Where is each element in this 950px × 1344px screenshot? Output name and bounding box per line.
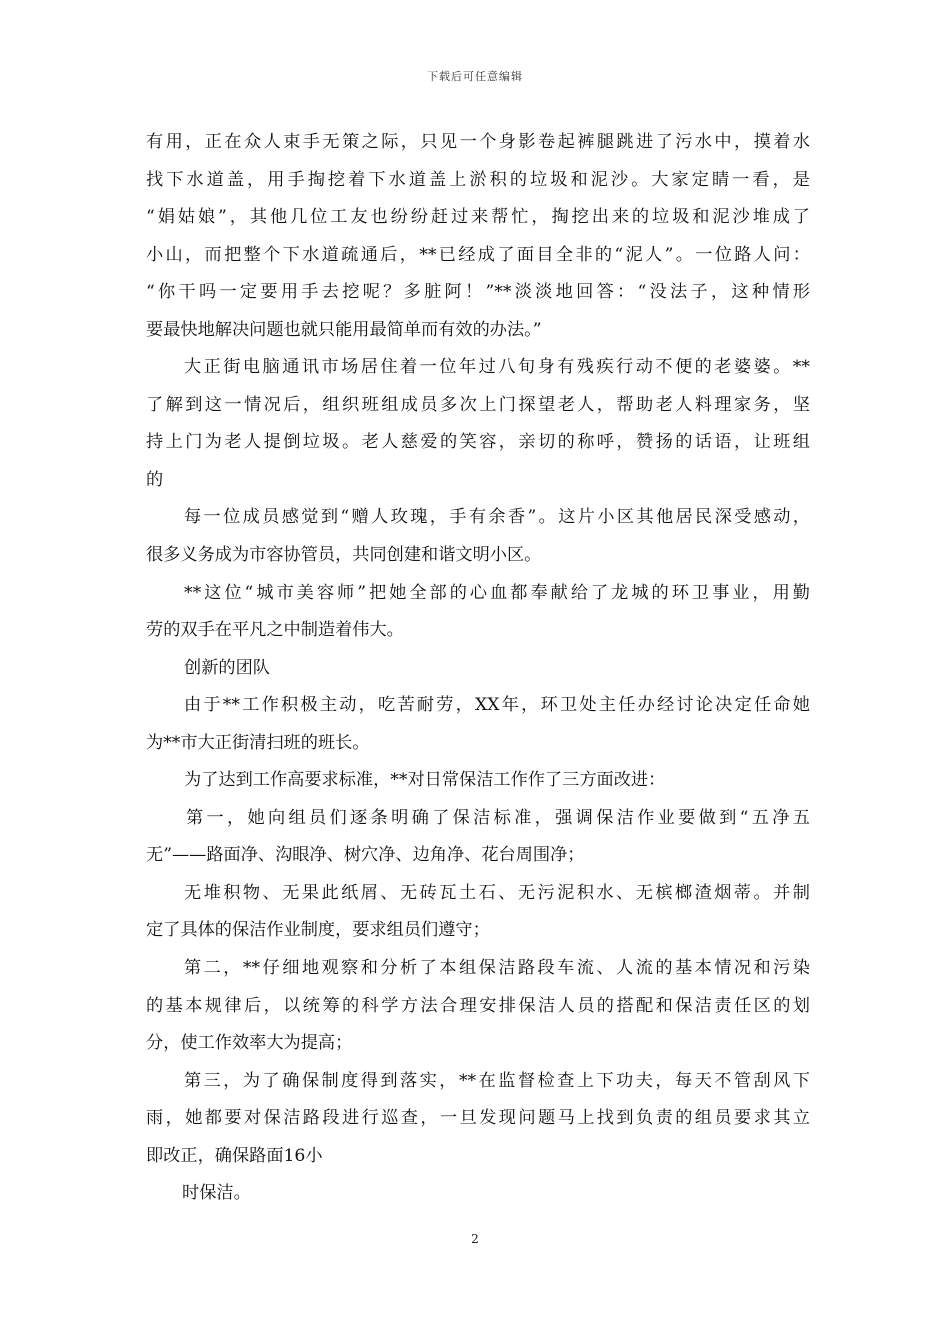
text-line: “你干吗一定要用手去挖呢？多脏阿！”**淡淡地回答：“没法子，这种情形 xyxy=(146,282,810,303)
text-line: 第三，为了确保制度得到落实，**在监督检查上下功夫，每天不管刮风下 xyxy=(184,1070,810,1091)
text-line: 很多义务成为市容协管员，共同创建和谐文明小区。 xyxy=(146,545,542,566)
text-line: 定了具体的保洁作业制度，要求组员们遵守； xyxy=(146,920,490,941)
text-line: 要最快地解决问题也就只能用最简单而有效的办法。” xyxy=(146,319,542,340)
text-line: 的 xyxy=(146,469,164,490)
text-line: 为了达到工作高要求标准，**对日常保洁工作作了三方面改进： xyxy=(184,770,666,791)
text-line: 时保洁。 xyxy=(182,1183,251,1204)
text-line: 劳的双手在平凡之中制造着伟大。 xyxy=(146,620,404,641)
text-line: 无”——路面净、沟眼净、树穴净、边角净、花台周围净； xyxy=(146,845,585,866)
text-line: 第二，**仔细地观察和分析了本组保洁路段车流、人流的基本情况和污染 xyxy=(184,958,810,979)
text-line: 小山，而把整个下水道疏通后，**已经成了面目全非的“泥人”。一位路人问： xyxy=(146,244,810,265)
text-line: 雨，她都要对保洁路段进行巡查，一旦发现问题马上找到负责的组员要求其立 xyxy=(146,1108,810,1129)
document-body xyxy=(146,124,810,1213)
text-line: 无堆积物、无果此纸屑、无砖瓦土石、无污泥积水、无槟榔渣烟蒂。并制 xyxy=(184,882,810,903)
text-line: “娟姑娘”，其他几位工友也纷纷赶过来帮忙，掏挖出来的垃圾和泥沙堆成了 xyxy=(146,207,810,228)
text-line: 的基本规律后，以统筹的科学方法合理安排保洁人员的搭配和保洁责任区的划 xyxy=(146,995,810,1016)
text-line: 由于**工作积极主动，吃苦耐劳，XX年，环卫处主任办经讨论决定任命她 xyxy=(184,695,810,716)
text-line: 了解到这一情况后，组织班组成员多次上门探望老人，帮助老人料理家务，坚 xyxy=(146,394,810,415)
page-number: 2 xyxy=(471,1232,479,1246)
section-heading: 创新的团队 xyxy=(184,657,270,678)
text-line: 即改正，确保路面16小 xyxy=(146,1145,323,1166)
text-line: 有用，正在众人束手无策之际，只见一个身影卷起裤腿跳进了污水中，摸着水 xyxy=(146,132,810,152)
text-line: 找下水道盖，用手掏挖着下水道盖上淤积的垃圾和泥沙。大家定睛一看，是 xyxy=(146,169,810,190)
text-line: 持上门为老人提倒垃圾。老人慈爱的笑容，亲切的称呼，赞扬的话语，让班组 xyxy=(146,432,810,453)
text-line: 每一位成员感觉到“赠人玫瑰，手有余香”。这片小区其他居民深受感动， xyxy=(184,507,810,528)
page-header: 下载后可任意编辑 xyxy=(427,70,523,83)
text-line: 大正街电脑通讯市场居住着一位年过八旬身有残疾行动不便的老婆婆。** xyxy=(184,357,810,378)
text-line: 第一，她向组员们逐条明确了保洁标准，强调保洁作业要做到“五净五 xyxy=(186,807,810,828)
text-line: 为**市大正街清扫班的班长。 xyxy=(146,732,370,753)
text-line: **这位“城市美容师”把她全部的心血都奉献给了龙城的环卫事业，用勤 xyxy=(184,582,810,603)
text-line: 分，使工作效率大为提高； xyxy=(146,1033,353,1054)
